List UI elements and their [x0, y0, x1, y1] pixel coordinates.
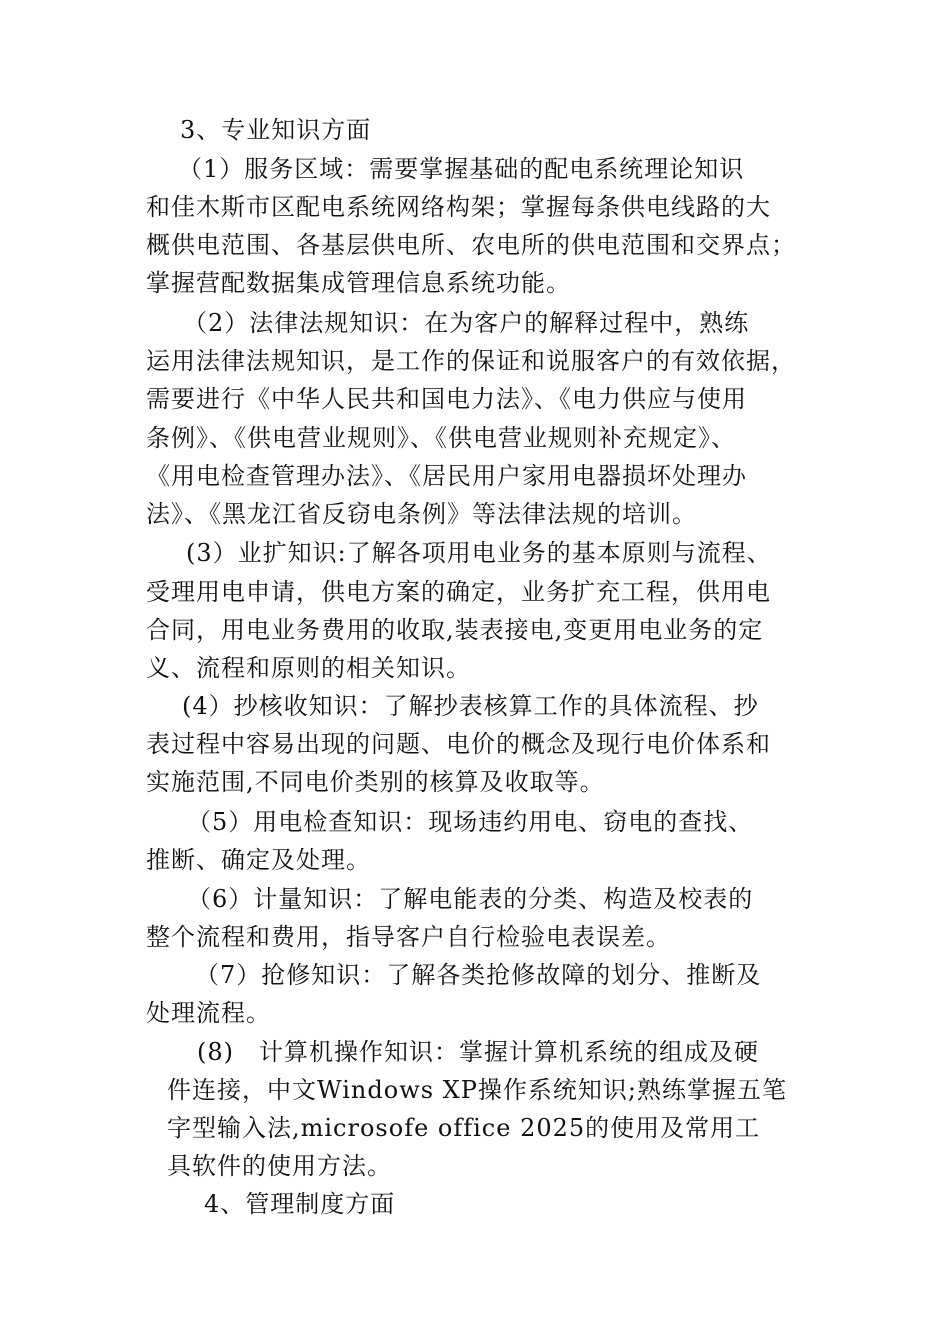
- paragraph-line: 具软件的使用方法。: [167, 1152, 392, 1180]
- paragraph-line: 需要进行《中华人民共和国电力法》、《电力供应与使用: [146, 385, 747, 413]
- paragraph-line: 概供电范围、各基层供电所、农电所的供电范围和交界点；: [146, 231, 796, 259]
- paragraph-line: (8) 计算机操作知识：掌握计算机系统的组成及硬: [197, 1038, 759, 1066]
- paragraph-line: 合同，用电业务费用的收取,装表接电,变更用电业务的定: [146, 616, 764, 644]
- section-heading-management-system: 4、管理制度方面: [204, 1190, 396, 1218]
- paragraph-line: （7）抢修知识：了解各类抢修故障的划分、推断及: [195, 961, 762, 989]
- paragraph-line: 表过程中容易出现的问题、电价的概念及现行电价体系和: [146, 730, 771, 758]
- paragraph-line: 义、流程和原则的相关知识。: [146, 654, 471, 682]
- paragraph-line: 条例》、《供电营业规则》、《供电营业规则补充规定》、: [146, 424, 736, 452]
- paragraph-line: 处理流程。: [146, 999, 271, 1027]
- section-heading-professional-knowledge: 3、专业知识方面: [180, 116, 372, 144]
- paragraph-line: 运用法律法规知识，是工作的保证和说服客户的有效依据，: [146, 347, 796, 375]
- paragraph-line: (3）业扩知识:了解各项用电业务的基本原则与流程、: [186, 539, 772, 567]
- paragraph-line: 推断、确定及处理。: [146, 846, 371, 874]
- paragraph-line: 整个流程和费用，指导客户自行检验电表误差。: [146, 923, 671, 951]
- paragraph-line: 掌握营配数据集成管理信息系统功能。: [146, 269, 571, 297]
- paragraph-line: （2）法律法规知识：在为客户的解释过程中，熟练: [183, 309, 750, 337]
- paragraph-line: 实施范围,不同电价类别的核算及收取等。: [146, 768, 605, 796]
- paragraph-line: 受理用电申请，供电方案的确定，业务扩充工程，供用电: [146, 578, 771, 606]
- paragraph-line: 件连接，中文Windows XP操作系统知识;熟练掌握五笔: [167, 1076, 787, 1104]
- paragraph-line: 字型输入法,microsofe office 2025的使用及常用工: [167, 1114, 761, 1142]
- paragraph-line: 《用电检查管理办法》、《居民用户家用电器损坏处理办: [146, 462, 747, 490]
- paragraph-line: (4）抄核收知识：了解抄表核算工作的具体流程、抄: [182, 692, 759, 720]
- paragraph-line: （1）服务区域：需要掌握基础的配电系统理论知识: [178, 155, 745, 183]
- paragraph-line: （5）用电检查知识：现场违约用电、窃电的查找、: [187, 808, 754, 836]
- paragraph-line: 法》、《黑龙江省反窃电条例》等法律法规的培训。: [146, 500, 697, 528]
- paragraph-line: （6）计量知识：了解电能表的分类、构造及校表的: [187, 885, 754, 913]
- paragraph-line: 和佳木斯市区配电系统网络构架；掌握每条供电线路的大: [146, 193, 771, 221]
